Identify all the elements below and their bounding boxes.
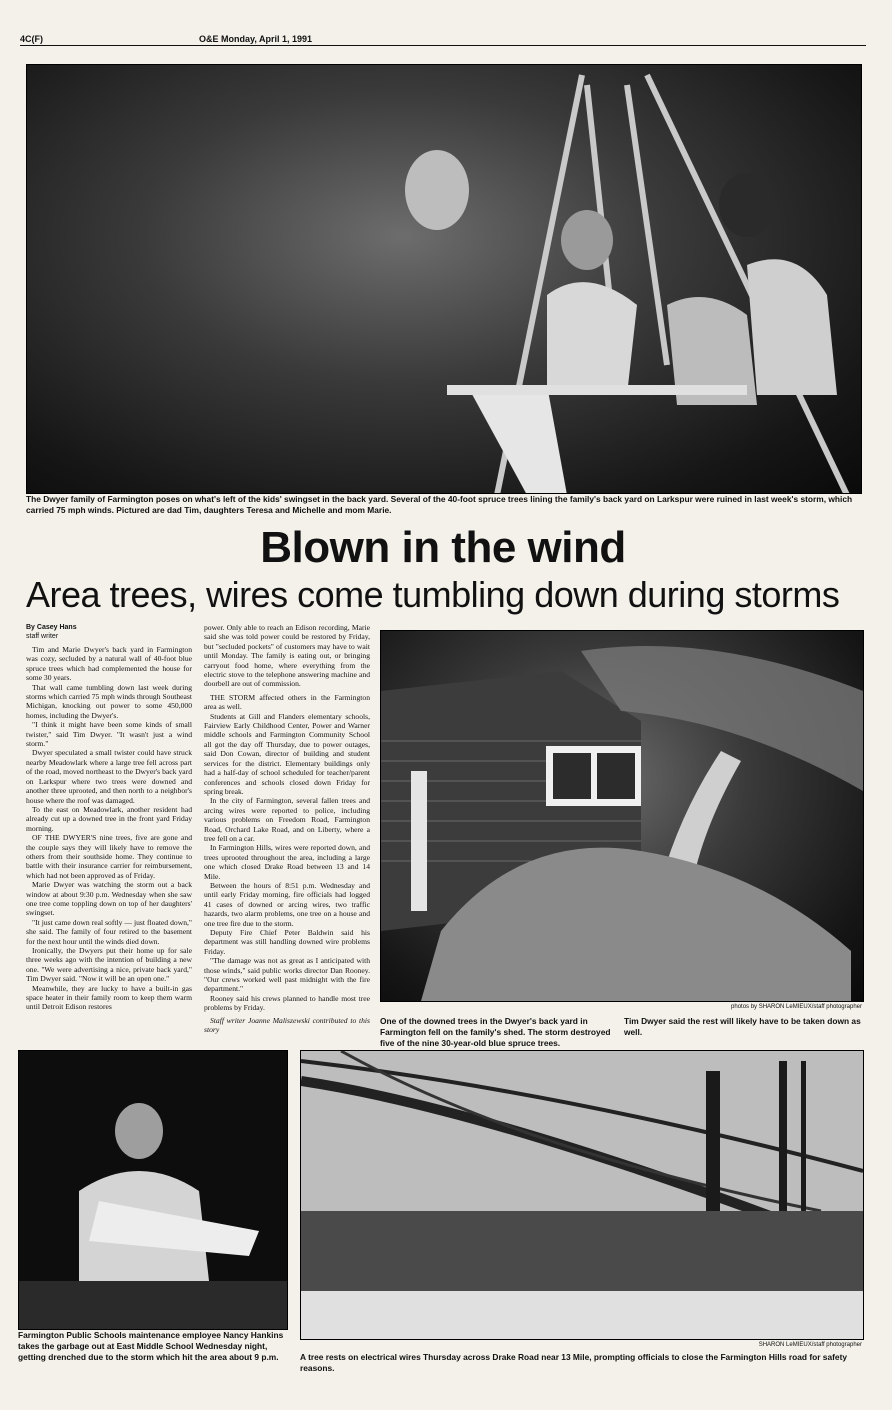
story-paragraph: Dwyer speculated a small twister could have struck nearby Meadowlark where a large tree fell across part of the road, moved northeast to the Dwyer's back yard on Larkspur where two trees were downed and another three uprooted, and then north to a neighbor's house where the roof was damaged.	[26, 748, 192, 805]
story-paragraph: That wall came tumbling down last week during storms which carried 75 mph winds through Southeast Michigan, knocking out power to some 450,000 homes, including the Dwyer's.	[26, 682, 192, 720]
wires-illustration	[301, 1051, 863, 1339]
story-paragraph: THE STORM affected others in the Farmington area as well.	[204, 692, 370, 712]
garbage-illustration	[19, 1051, 287, 1329]
story-paragraph: In the city of Farmington, several fallen trees and arcing wires were reported to police, including various problems on Freedom Road, Farmington Road, Orchard Lake Road, and on Liberty, where a tree fell on a car.	[204, 796, 370, 843]
shed-photo-caption-secondary: Tim Dwyer said the rest will likely have to be taken down as well.	[624, 1016, 861, 1037]
wires-photo-credit: SHARON LeMIEUX/staff photographer	[758, 1342, 862, 1348]
byline-title: staff writer	[26, 633, 59, 640]
byline-name: By Casey Hans	[26, 624, 77, 631]
top-photo-caption: The Dwyer family of Farmington poses on what's left of the kids' swingset in the back yard. Several of the 40-foot spruce trees lining the family's back yard on Larkspur were ruined in last week's storm, which carried 75 mph winds. Pictured are dad Tim, daughters Teresa and Michelle and mom Marie.	[26, 494, 853, 515]
story-paragraph: Marie Dwyer was watching the storm out a back window at about 9:30 p.m. Wednesday when she saw one tree come toppling down on top of her daughters' swingset.	[26, 880, 192, 918]
wires-photo-caption: A tree rests on electrical wires Thursday across Drake Road near 13 Mile, prompting officials to close the Farmington Hills road for safety reasons.	[300, 1352, 848, 1373]
story-paragraph: Deputy Fire Chief Peter Baldwin said his department was still handling downed wire problems Friday.	[204, 928, 370, 956]
story-paragraph: Tim and Marie Dwyer's back yard in Farmington was cozy, secluded by a natural wall of 40-foot blue spruce trees which had complemented the house for some 30 years.	[26, 645, 192, 683]
story-column-1	[26, 645, 192, 1040]
story-paragraph: Rooney said his crews planned to handle most tree problems by Friday.	[204, 993, 370, 1013]
shed-photo-credit: photos by SHARON LeMIEUX/staff photographer	[731, 1004, 862, 1010]
garbage-photo	[18, 1050, 288, 1330]
top-photo	[26, 64, 862, 494]
story-paragraph: "The damage was not as great as I anticipated with those winds," said public works director Dan Rooney. "Our crews worked well past midnight with the fire department."	[204, 956, 370, 994]
folio-rule	[20, 45, 866, 46]
deck-headline: Area trees, wires come tumbling down during storms	[26, 574, 840, 615]
garbage-photo-caption: Farmington Public Schools maintenance employee Nancy Hankins takes the garbage out at East Middle School Wednesday night, getting drenched due to the storm which hit the area about 9 p.m.	[18, 1330, 284, 1362]
date-line: O&E Monday, April 1, 1991	[199, 34, 313, 44]
shed-photo-caption: One of the downed trees in the Dwyer's back yard in Farmington fell on the family's shed. The storm destroyed five of the nine 30-year-old blue spruce trees.	[380, 1016, 611, 1048]
story-paragraph: Between the hours of 8:51 p.m. Wednesday and until early Friday morning, fire officials had logged 41 cases of downed or arcing wires, two traffic hazards, two alarm problems, one tree on a house and one tree fire due to the storm.	[204, 880, 370, 928]
story-paragraph: Ironically, the Dwyers put their home up for sale three weeks ago with the intention of building a new one. "We were advertising a nice, private back yard," Tim Dwyer said. "Now it will be an open one."	[26, 946, 192, 984]
contributor-note: Staff writer Joanne Maliszewski contributed to this story	[204, 1015, 370, 1035]
story-paragraph: OF THE DWYER'S nine trees, five are gone and the couple says they will likely have to remove the others from their southside home. They continue to battle with their insurance carrier for reimbursement, which had not been approved as of Friday.	[26, 833, 192, 880]
page-number: 4C(F)	[20, 34, 43, 44]
headline: Blown in the wind	[260, 523, 626, 572]
story-paragraph: power. Only able to reach an Edison recording, Marie said she was told power could be restored by Friday, but "secluded pockets" of customers may have to wait until Monday. The family is eating out, or bringing carryout food home, where everything from the electric stove to the telephone answering machine and doorbell are out of commission.	[204, 623, 370, 689]
story-column-2	[204, 623, 370, 1040]
shed-illustration	[381, 631, 863, 1001]
byline	[26, 623, 196, 641]
story-paragraph: To the east on Meadowlark, another resident had already cut up a downed tree in the front yard Friday morning.	[26, 804, 192, 833]
story-paragraph: "I think it might have been some kinds of small twister," said Tim Dwyer. "It wasn't just a wind storm."	[26, 720, 192, 749]
story-paragraph: In Farmington Hills, wires were reported down, and trees uprooted throughout the area, including a large one which closed Drake Road between 13 and 14 Mile.	[204, 843, 370, 881]
swingset-illustration	[27, 65, 861, 493]
wires-photo	[300, 1050, 864, 1340]
story-paragraph: Meanwhile, they are lucky to have a built-in gas space heater in their family room to keep them warm until Detroit Edison restores	[26, 983, 192, 1012]
shed-photo	[380, 630, 864, 1002]
story-paragraph: Students at Gill and Flanders elementary schools, Fairview Early Childhood Center, Power and Warner middle schools and Farmington Community School all got the day off Thursday, due to power outages, said Don Cowan, director of building and student services for the district. Elementary buildings only had a half-day of school scheduled for teacher/parent conferences and schools closed down Friday for spring break.	[204, 711, 370, 796]
story-paragraph: "It just came down real softly — just floated down," she said. The family of four retired to the basement for the next hour until the winds died down.	[26, 917, 192, 946]
